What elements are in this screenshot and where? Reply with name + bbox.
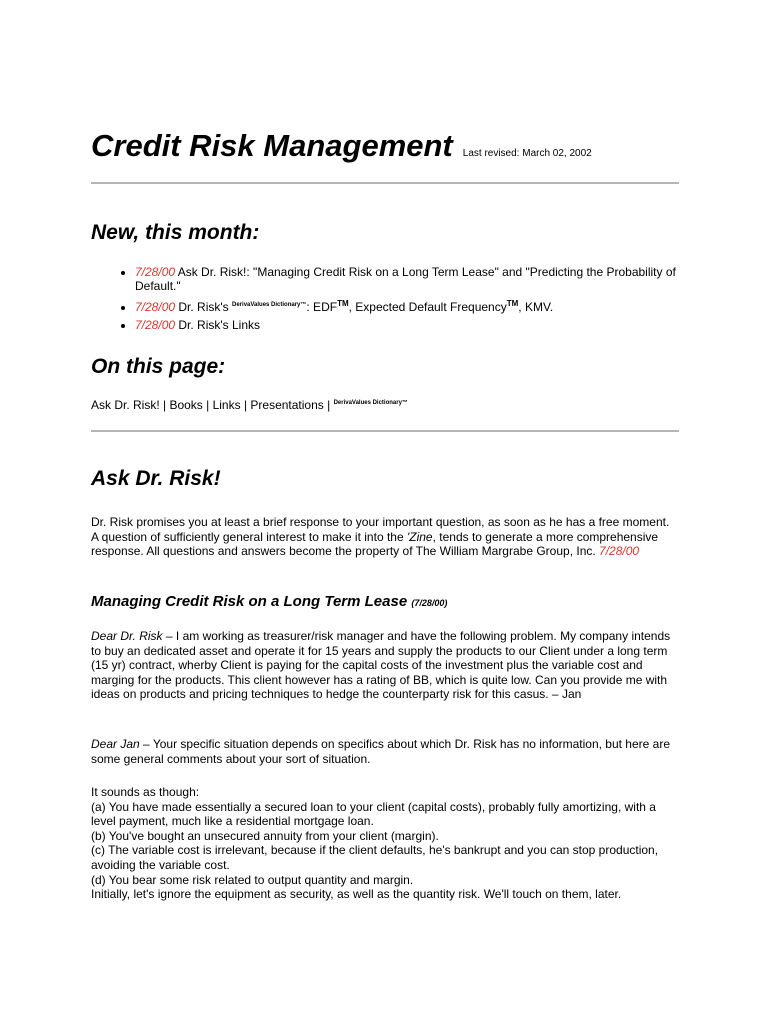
zine-text: 'Zine [406,529,433,544]
answer-salutation: Dear Jan [91,737,140,751]
analysis-line: (b) You've bought an unsecured annuity from your client (margin). [91,828,439,843]
analysis-line: Initially, let's ignore the equipment as security, as well as the quantity risk. We'll touch on them, later. [91,887,622,902]
news-item-text[interactable]: Dr. Risk's [175,300,233,314]
answer-paragraph [91,737,679,766]
title-row [91,128,592,164]
trademark-mark: TM [337,299,349,308]
question-text: – I am working as treasurer/risk manager and have the following problem. My company intends to buy an dedicated asset and operate it for 15 years and supply the products to our Client under a long term (15 yr) contract, wherby Client is paying for the capital costs of the investment plus the variable cost and marging for the products. This client however has a rating of BB, which is quite low. Can you provide me with ideas on products and pricing techniques to hedge the counterparty risk for this casus. – Jan [91,629,671,702]
question-paragraph [91,629,679,702]
news-item-text[interactable]: Dr. Risk's Links [175,318,261,332]
analysis-line: (d) You bear some risk related to output quantity and margin. [91,872,414,887]
divider [91,182,679,184]
news-item-text[interactable]: : EDF [306,300,338,314]
divider [91,430,679,432]
analysis-line: It sounds as though: [91,785,200,799]
ask-heading: Ask Dr. Risk! [91,467,221,490]
news-item-text[interactable]: , KMV. [518,300,554,314]
intro-date-link[interactable]: 7/28/00 [599,544,640,559]
intro-paragraph [91,515,679,559]
page-title: Credit Risk Management [91,128,453,163]
last-revised: Last revised: March 02, 2002 [462,148,592,159]
news-heading: New, this month: [91,221,260,244]
on-page-heading: On this page: [91,355,226,378]
news-list [91,265,695,336]
dictionary-logo-text: DerivaValues Dictionary™ [232,302,307,308]
analysis-paragraph [91,785,679,902]
answer-text: – Your specific situation depends on specifics about which Dr. Risk has no information, but here are some general comments about your sort of situation. [91,737,671,766]
trademark-mark: TM [506,299,519,308]
news-date-link[interactable]: 7/28/00 [135,318,176,332]
page-nav [91,398,408,412]
article-date: (7/28/00) [411,598,448,608]
intro-text: Dr. Risk promises you at least a brief response to your important question, as soon as he has a free moment. A question of sufficiently general interest to make it into the [91,515,670,544]
analysis-line: (c) The variable cost is irrelevant, because if the client defaults, he's bankrupt and you can stop production, avoiding the variable cost. [91,843,659,872]
dictionary-link[interactable]: DerivaValues Dictionary™ [333,400,408,406]
news-item-text[interactable]: , Expected Default Frequency [348,300,507,314]
list-item [135,265,695,293]
list-item [135,318,695,332]
news-date-link[interactable]: 7/28/00 [135,300,176,314]
article-title [91,593,447,610]
intro-text: , tends to generate a more comprehensive response. All questions and answers become the property of The William Margrabe Group, Inc. [91,529,659,559]
analysis-line: (a) You have made essentially a secured loan to your client (capital costs), probably fully amortizing, with a level payment, much like a residential mortgage loan. [91,799,656,829]
list-item [135,297,695,314]
news-date-link[interactable]: 7/28/00 [135,265,176,279]
article-title-text: Managing Credit Risk on a Long Term Lease [91,593,408,610]
news-item-text[interactable]: Ask Dr. Risk!: "Managing Credit Risk on a Long Term Lease" and "Predicting the Probability of Default." [135,265,676,293]
page-nav-links[interactable]: Ask Dr. Risk! | Books | Links | Presentations | [91,398,334,412]
question-salutation: Dear Dr. Risk [91,629,163,643]
